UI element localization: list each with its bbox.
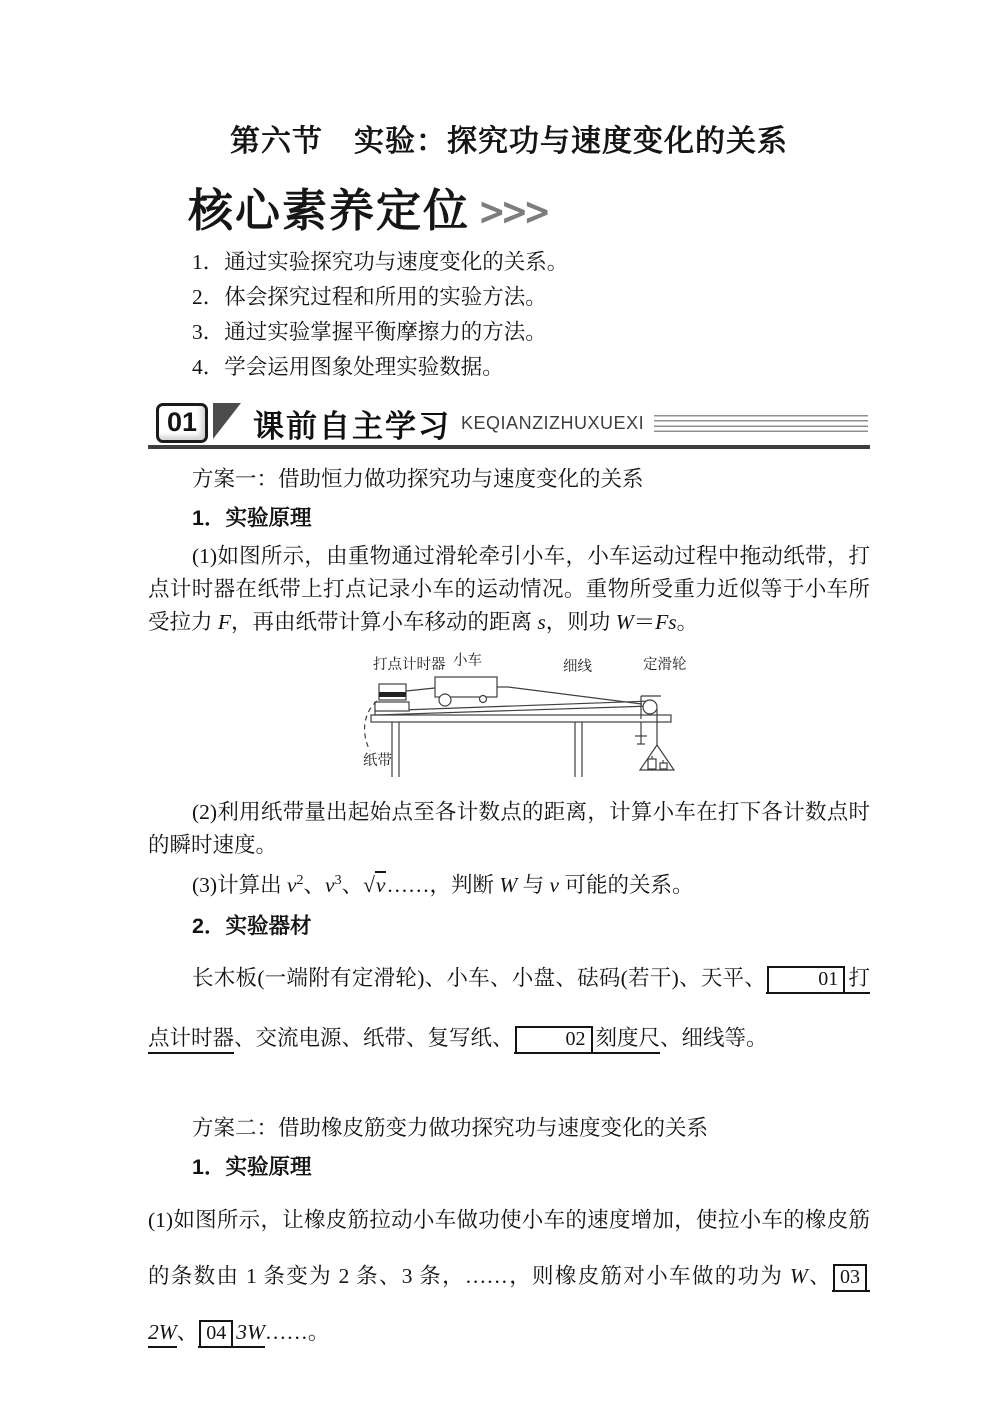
page-content: [148, 0, 870, 1360]
body-text: 、细线等。: [660, 1026, 768, 1051]
answer-text: 3W: [236, 1320, 265, 1345]
section-number-badge: 01: [156, 403, 208, 443]
plan1-materials-heading: 2．实验器材: [192, 914, 312, 939]
answer-text: 打点计时器: [148, 966, 870, 1051]
math-var-s: s: [537, 610, 546, 634]
answer-number-badge: 04: [199, 1320, 233, 1348]
figure-label-tape: 纸带: [362, 753, 392, 769]
experiment-diagram: [355, 651, 700, 779]
answer-number-badge: 03: [833, 1264, 867, 1292]
weight-hanger: [640, 745, 674, 770]
body-text: 。: [676, 610, 699, 634]
core-literacy-header: [188, 174, 870, 239]
plan1-intro: 方案一：借助恒力做功探究功与速度变化的关系: [192, 467, 644, 491]
triple-chevron-icon: >>>: [478, 189, 546, 234]
body-text: (1)如图所示，让橡皮筋拉动小车做功使小车的速度增加，使拉小车的橡皮筋的条数由 1 条变为 2 条、3 条，……，则橡皮筋对小车做的功为: [148, 1208, 870, 1289]
math-var-v: v: [325, 873, 335, 898]
figure-label-cart: 小车: [452, 653, 482, 669]
banner-flag-icon: [213, 403, 241, 439]
answer-number-badge: 02: [515, 1026, 593, 1054]
math-var-v: v: [286, 873, 297, 898]
banner-rule-lines-icon: [654, 415, 868, 432]
math-var-W: W: [615, 610, 634, 634]
body-text: ……。: [264, 1320, 330, 1345]
objective-item: 1．通过实验探究功与速度变化的关系。: [192, 250, 569, 274]
plan2-principle-paragraph-1: [148, 1192, 870, 1360]
objective-item: 3．通过实验掌握平衡摩擦力的方法。: [192, 320, 547, 344]
math-radical-sign: √: [363, 873, 375, 898]
body-text: (1)如图所示，由重物通过滑轮牵引小车，小车运动过程中拖动纸带，打点计时器在纸带上打点记录小车的运动情况。重物所受重力近似等于小车所受拉力: [148, 544, 870, 634]
body-text: 、: [303, 873, 326, 898]
plan2-principle-heading: 1．实验原理: [192, 1155, 312, 1180]
math-var-v: v: [549, 873, 560, 898]
plan2-intro: 方案二：借助橡皮筋变力做功探究功与速度变化的关系: [192, 1116, 709, 1141]
fill-in-answer-4: [198, 1320, 265, 1348]
plank: [375, 701, 651, 715]
math-var-F: F: [217, 610, 232, 634]
math-var-Fs: Fs: [655, 610, 677, 634]
body-text: ，则功: [545, 610, 616, 634]
objective-item: 4．学会运用图象处理实验数据。: [192, 355, 504, 379]
answer-number-badge: 01: [767, 966, 845, 994]
math-var-v-under-radical: v: [375, 873, 386, 898]
table-top: [371, 715, 671, 722]
plan1-materials-paragraph: [148, 948, 870, 1068]
pulley-wheel: [643, 700, 657, 714]
string-line: [508, 687, 642, 704]
math-var-W: W: [789, 1264, 808, 1289]
objective-item: 2．体会探究过程和所用的实验方法。: [192, 285, 547, 309]
section-banner: [148, 401, 870, 449]
plan1-principle-paragraph-1: [148, 540, 870, 639]
body-text: (3)计算出: [192, 873, 287, 898]
plan1-principle-heading: 1．实验原理: [192, 506, 312, 530]
figure-label-string: 细线: [562, 659, 592, 675]
plan1-principle-paragraph-2: (2)利用纸带量出起始点至各计数点的距离，计算小车在打下各计数点时的瞬时速度。: [148, 800, 870, 857]
body-text: ……，判断: [386, 873, 500, 898]
math-exponent: 2: [296, 873, 304, 888]
body-text: 、交流电源、纸带、复写纸、: [234, 1026, 514, 1051]
math-var-W: W: [499, 873, 518, 898]
section-pinyin: KEQIANZIZHUXUEXI: [461, 412, 645, 433]
body-text: 长木板(一端附有定滑轮)、小车、小盘、砝码(若干)、天平、: [192, 966, 767, 991]
body-text: 与: [517, 873, 550, 898]
core-literacy-title: 核心素养定位: [188, 185, 471, 236]
experiment-figure: [184, 651, 870, 784]
body-text: 可能的关系。: [559, 873, 694, 898]
body-text: 、: [176, 1320, 199, 1345]
body-text: 、: [807, 1264, 832, 1289]
figure-label-pulley: 定滑轮: [642, 657, 686, 673]
math-equals: ＝: [633, 610, 656, 634]
answer-text: 2W: [148, 1320, 177, 1345]
plan1-principle-paragraph-3: [148, 862, 870, 904]
body-text: 、: [341, 873, 364, 898]
math-exponent: 3: [334, 873, 342, 888]
figure-label-timer: 打点计时器: [372, 657, 445, 673]
fill-in-answer-2: [514, 1026, 661, 1054]
page-title: 第六节 实验：探究功与速度变化的关系: [230, 125, 788, 158]
body-text: ，再由纸带计算小车移动的距离: [231, 610, 538, 634]
objectives-list: [148, 245, 870, 385]
section-title: 课前自主学习: [253, 408, 452, 444]
answer-text: 刻度尺: [595, 1026, 661, 1051]
